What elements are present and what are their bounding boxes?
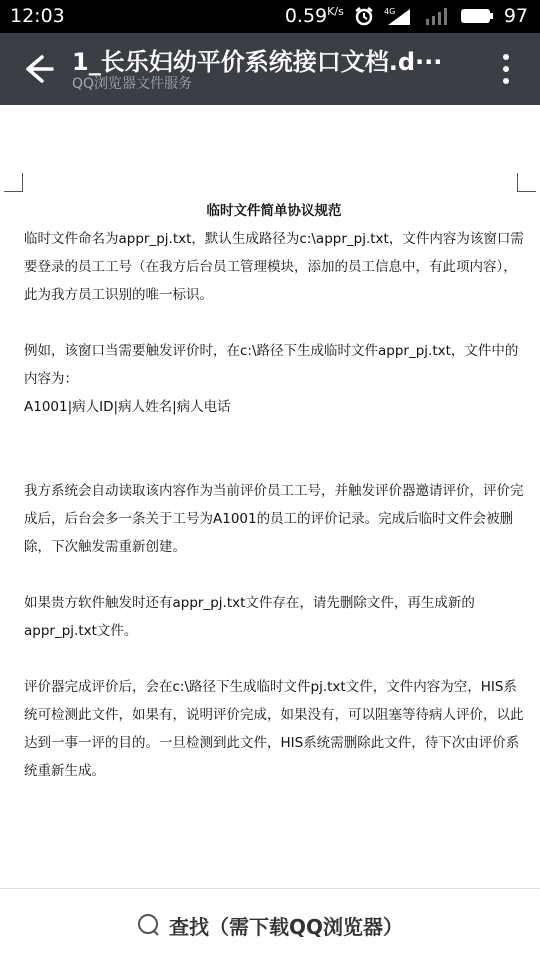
page-corner-mark bbox=[4, 173, 23, 192]
blank-line bbox=[24, 645, 524, 673]
alarm-icon bbox=[354, 6, 374, 26]
status-time: 12:03 bbox=[10, 5, 65, 27]
signal-4g-icon bbox=[384, 6, 414, 26]
speed-unit: K/s bbox=[327, 5, 344, 18]
paragraph: A1001|病人ID|病人姓名|病人电话 bbox=[24, 399, 231, 415]
back-arrow-icon[interactable] bbox=[20, 51, 56, 87]
blank-line bbox=[24, 309, 524, 337]
speed-value: 0.59 bbox=[284, 5, 328, 27]
paragraph: 我方系统会自动读取该内容作为当前评价员工工号，并触发评价器邀请评价，评价完成后，后台会多一条关于工号为A1001的员工的评价记录。完成后临时文件会被删除，下次触发需重新创建。 bbox=[24, 483, 524, 555]
blank-line bbox=[24, 421, 524, 449]
app-bar bbox=[0, 33, 540, 105]
bottom-bar bbox=[0, 888, 540, 961]
network-type: 4G bbox=[383, 7, 396, 16]
document-source: QQ浏览器文件服务 bbox=[72, 76, 193, 92]
network-speed bbox=[285, 5, 344, 27]
paragraph: 临时文件命名为appr_pj.txt，默认生成路径为c:\appr_pj.txt，文件内容为该窗口需要登录的员工工号（在我方后台员工管理模块，添加的员工信息中，有此项内容），此为我方员工识别的唯一标识。 bbox=[24, 231, 524, 303]
signal-weak-icon bbox=[424, 6, 450, 26]
document-heading: 临时文件简单协议规范 bbox=[206, 203, 342, 219]
blank-line bbox=[24, 449, 524, 477]
search-icon bbox=[137, 913, 161, 937]
document-body bbox=[24, 197, 524, 785]
paragraph: 如果贵方软件触发时还有appr_pj.txt文件存在，请先删除文件，再生成新的appr_pj.txt文件。 bbox=[24, 595, 475, 639]
find-button[interactable] bbox=[137, 911, 403, 940]
battery-level: 97 bbox=[503, 5, 528, 27]
find-button-label: 查找（需下载QQ浏览器） bbox=[168, 914, 403, 939]
document-title: 1_长乐妇幼平价系统接口文档.d··· bbox=[72, 48, 443, 76]
status-bar bbox=[0, 0, 540, 33]
page-corner-mark bbox=[517, 173, 536, 192]
paragraph: 评价器完成评价后，会在c:\路径下生成临时文件pj.txt文件，文件内容为空，HIS系统可检测此文件，如果有，说明评价完成，如果没有，可以阻塞等待病人评价，以此达到一事一评的目的。一旦检测到此文件，HIS系统需删除此文件，待下次由评价系统重新生成。 bbox=[24, 679, 524, 779]
document-page[interactable] bbox=[0, 105, 540, 888]
blank-line bbox=[24, 561, 524, 589]
paragraph: 例如，该窗口当需要触发评价时，在c:\路径下生成临时文件appr_pj.txt，文件中的内容为： bbox=[24, 343, 519, 387]
status-right bbox=[285, 5, 528, 27]
battery-icon bbox=[460, 6, 494, 26]
more-menu-icon[interactable] bbox=[502, 53, 510, 85]
